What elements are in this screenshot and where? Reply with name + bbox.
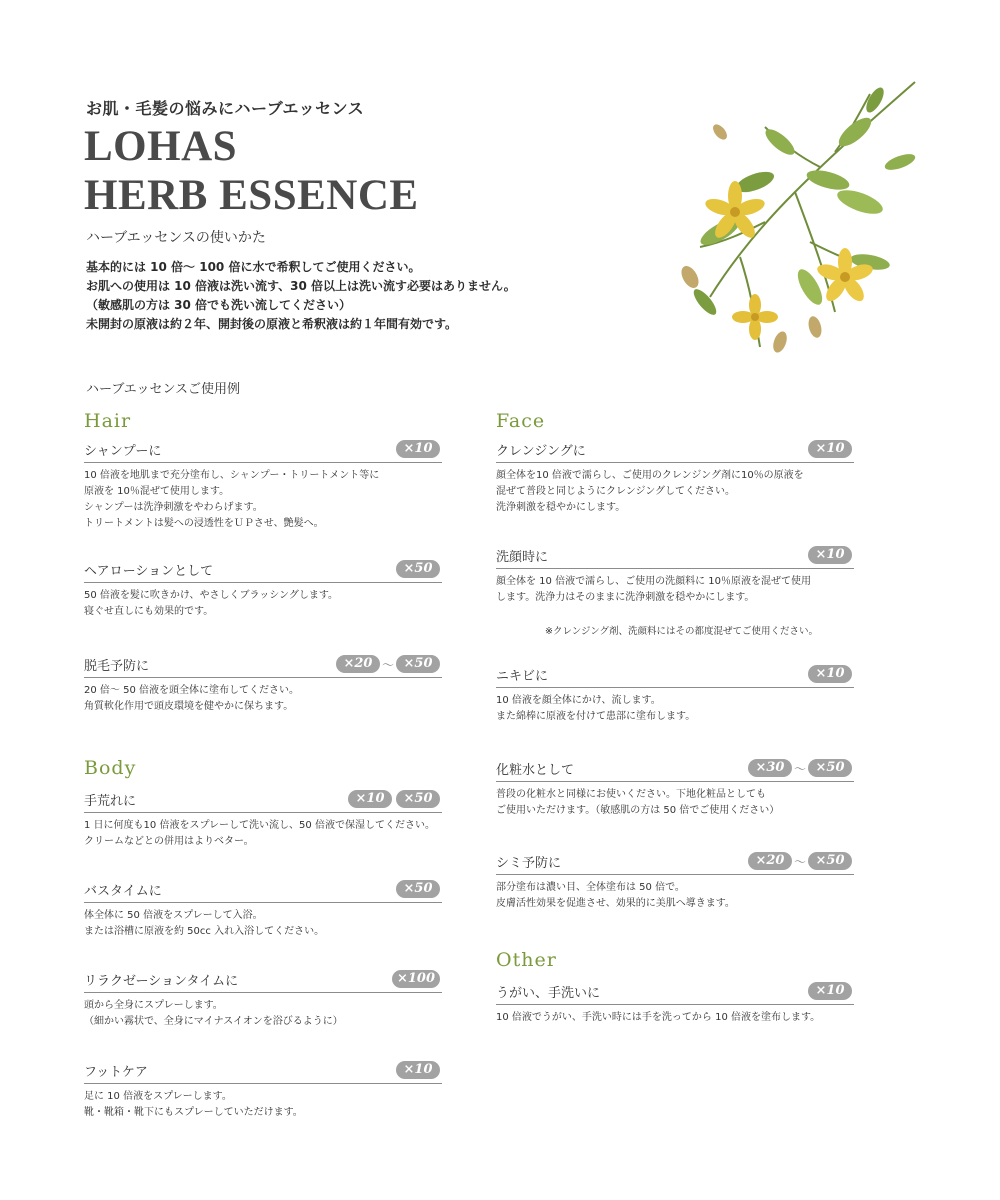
- description-line: 顔全体を 10 倍液で濡らし、ご使用の洗顔料に 10％原液を混ぜて使用: [496, 576, 811, 587]
- item-label: 洗顔時に: [496, 550, 549, 565]
- item-header: [84, 560, 442, 583]
- usage-item: [496, 759, 854, 819]
- description-line: 洗浄刺激を穏やかにします。: [496, 502, 626, 513]
- description-line: 寝ぐせ直しにも効果的です。: [84, 606, 214, 617]
- description-line: ご使用いただけます。（敏感肌の方は 50 倍でご使用ください）: [496, 805, 780, 816]
- item-header: [496, 665, 854, 688]
- dilution-badges: [396, 1061, 440, 1079]
- dilution-badges: [348, 790, 440, 808]
- description-line: 10 倍液でうがい、手洗い時には手を洗ってから 10 倍液を塗布します。: [496, 1012, 821, 1023]
- dilution-badges: [808, 440, 852, 458]
- description-line: （細かい霧状で、全身にマイナスイオンを浴びるように）: [84, 1016, 343, 1027]
- description-line: 体全体に 50 倍液をスプレーして入浴。: [84, 910, 263, 921]
- item-header: [496, 759, 854, 782]
- dilution-badges: [808, 982, 852, 1000]
- range-separator: 〜: [793, 761, 806, 776]
- description-line: 50 倍液を髪に吹きかけ、やさしくブラッシングします。: [84, 590, 339, 601]
- usage-line: 基本的には 10 倍〜 100 倍に水で希釈してご使用ください。: [86, 260, 421, 274]
- section-title-body: Body: [84, 757, 137, 779]
- description-line: 靴・靴箱・靴下にもスプレーしていただけます。: [84, 1107, 303, 1118]
- usage-item: [84, 655, 442, 715]
- dilution-badges: [396, 560, 440, 578]
- description-line: 10 倍液を地肌まで充分塗布し、シャンプー・トリートメント等に: [84, 470, 380, 481]
- description-line: シャンプーは洗浄刺激をやわらげます。: [84, 502, 263, 513]
- description-line: 普段の化粧水と同様にお使いください。下地化粧品としても: [496, 789, 766, 800]
- page-subtitle: お肌・毛髪の悩みにハーブエッセンス: [86, 99, 365, 118]
- item-description: [496, 693, 854, 725]
- item-header: [84, 655, 442, 678]
- usage-line: お肌への使用は 10 倍液は洗い流す、30 倍以上は洗い流す必要はありません。: [86, 279, 516, 293]
- usage-item: [496, 440, 854, 516]
- item-label: リラクゼーションタイムに: [84, 974, 239, 989]
- usage-line: 未開封の原液は約２年、開封後の原液と希釈液は約１年間有効です。: [86, 317, 458, 331]
- dilution-badge: ×50: [396, 880, 440, 898]
- description-line: トリートメントは髪への浸透性をＵＰさせ、艶髪へ。: [84, 518, 324, 529]
- dilution-badges: [808, 665, 852, 683]
- item-label: ヘアローションとして: [84, 564, 214, 579]
- dilution-badge: ×30: [748, 759, 792, 777]
- section-title-face: Face: [496, 410, 546, 432]
- dilution-badge: ×10: [808, 440, 852, 458]
- item-label: 化粧水として: [496, 763, 575, 778]
- dilution-badge: ×10: [396, 1061, 440, 1079]
- title-line-1: LOHAS: [84, 123, 238, 170]
- dilution-badges: [396, 880, 440, 898]
- item-description: [496, 468, 854, 516]
- item-description: [84, 588, 442, 620]
- item-header: [496, 982, 854, 1005]
- dilution-badge: ×10: [396, 440, 440, 458]
- dilution-badges: [336, 655, 440, 673]
- item-description: [84, 998, 442, 1030]
- item-description: [496, 1010, 854, 1026]
- item-label: 手荒れに: [84, 794, 137, 809]
- description-line: また綿棒に原液を付けて患部に塗布します。: [496, 711, 696, 722]
- description-line: 20 倍〜 50 倍液を頭全体に塗布してください。: [84, 685, 299, 696]
- herb-flower-illustration: [660, 72, 925, 372]
- dilution-badge: ×50: [808, 852, 852, 870]
- usage-item: [84, 970, 442, 1030]
- item-description: [84, 908, 442, 940]
- dilution-badges: [748, 852, 852, 870]
- dilution-badges: [808, 546, 852, 564]
- description-line: または浴槽に原液を約 50cc 入れ入浴してください。: [84, 926, 325, 937]
- description-line: 足に 10 倍液をスプレーします。: [84, 1091, 232, 1102]
- usage-line: （敏感肌の方は 30 倍でも洗い流してください）: [86, 298, 352, 312]
- examples-heading: ハーブエッセンスご使用例: [86, 382, 241, 397]
- dilution-badge: ×50: [808, 759, 852, 777]
- dilution-badge: ×50: [396, 655, 440, 673]
- item-description: [496, 880, 854, 912]
- description-line: 皮膚活性効果を促進させ、効果的に美肌へ導きます。: [496, 898, 735, 909]
- section-title-hair: Hair: [84, 410, 132, 432]
- item-description: [84, 683, 442, 715]
- usage-item: [496, 665, 854, 725]
- usage-item: [84, 880, 442, 940]
- usage-item: [496, 982, 854, 1026]
- item-label: クレンジングに: [496, 444, 586, 459]
- usage-item: [84, 1061, 442, 1121]
- item-description: [84, 818, 442, 850]
- description-line: 角質軟化作用で頭皮環境を健やかに保ちます。: [84, 701, 294, 712]
- item-label: シミ予防に: [496, 856, 562, 871]
- item-label: 脱毛予防に: [84, 659, 150, 674]
- usage-item: [84, 440, 442, 532]
- face-note: ※クレンジング剤、洗顔料にはその都度混ぜてご使用ください。: [545, 626, 819, 637]
- item-description: [496, 787, 854, 819]
- item-header: [496, 852, 854, 875]
- dilution-badge: ×20: [748, 852, 792, 870]
- dilution-badge: ×20: [336, 655, 380, 673]
- item-label: ニキビに: [496, 669, 549, 684]
- dilution-badge: ×50: [396, 560, 440, 578]
- item-label: バスタイムに: [84, 884, 162, 899]
- section-title-other: Other: [496, 949, 557, 971]
- usage-item: [84, 790, 442, 850]
- item-description: [496, 574, 854, 606]
- description-line: 顔全体を10 倍液で濡らし、ご使用のクレンジング剤に10％の原液を: [496, 470, 804, 481]
- description-line: します。洗浄力はそのままに洗浄刺激を穏やかにします。: [496, 592, 755, 603]
- usage-item: [496, 546, 854, 606]
- page-title: [84, 122, 419, 220]
- dilution-badge: ×50: [396, 790, 440, 808]
- usage-text: [86, 258, 516, 334]
- title-line-2: HERB ESSENCE: [84, 172, 419, 219]
- dilution-badges: [396, 440, 440, 458]
- dilution-badge: ×10: [808, 665, 852, 683]
- dilution-badges: [392, 970, 440, 988]
- item-header: [496, 440, 854, 463]
- item-header: [84, 880, 442, 903]
- dilution-badge: ×10: [808, 982, 852, 1000]
- range-separator: 〜: [381, 657, 394, 672]
- dilution-badge: ×10: [808, 546, 852, 564]
- range-separator: 〜: [793, 854, 806, 869]
- item-header: [84, 440, 442, 463]
- item-label: うがい、手洗いに: [496, 986, 601, 1001]
- item-header: [84, 790, 442, 813]
- usage-item: [496, 852, 854, 912]
- description-line: 頭から全身にスプレーします。: [84, 1000, 223, 1011]
- item-label: フットケア: [84, 1065, 148, 1080]
- item-label: シャンプーに: [84, 444, 162, 459]
- description-line: 1 日に何度も10 倍液をスプレーして洗い流し、50 倍液で保湿してください。: [84, 820, 435, 831]
- dilution-badge: ×100: [392, 970, 440, 988]
- item-header: [84, 1061, 442, 1084]
- description-line: 混ぜて普段と同じようにクレンジングしてください。: [496, 486, 736, 497]
- dilution-badge: ×10: [348, 790, 392, 808]
- description-line: 10 倍液を顔全体にかけ、流します。: [496, 695, 661, 706]
- description-line: クリームなどとの併用はよりベター。: [84, 836, 254, 847]
- description-line: 部分塗布は濃い目、全体塗布は 50 倍で。: [496, 882, 685, 893]
- item-header: [84, 970, 442, 993]
- item-description: [84, 1089, 442, 1121]
- item-description: [84, 468, 442, 532]
- item-header: [496, 546, 854, 569]
- description-line: 原液を 10％混ぜて使用します。: [84, 486, 230, 497]
- dilution-badges: [748, 759, 852, 777]
- usage-heading: ハーブエッセンスの使いかた: [86, 230, 266, 246]
- usage-item: [84, 560, 442, 620]
